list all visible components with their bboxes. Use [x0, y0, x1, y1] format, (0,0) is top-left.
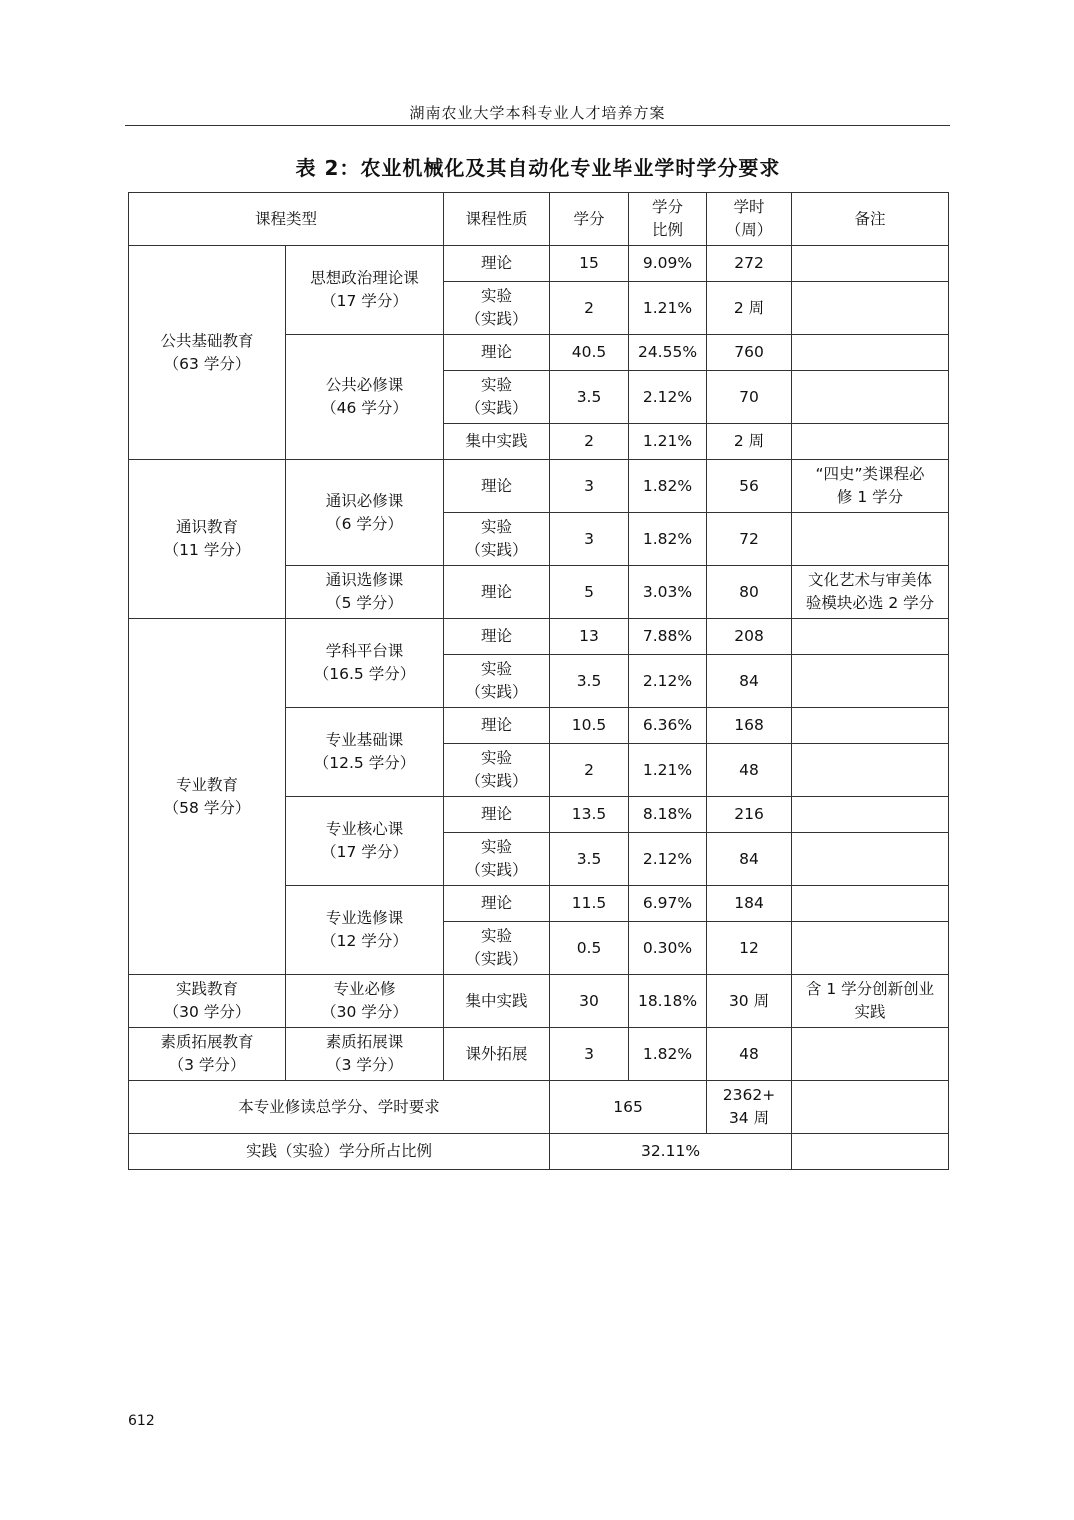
cell-remark [792, 797, 949, 833]
cell-hours: 216 [707, 797, 792, 833]
cell-hours: 84 [707, 833, 792, 886]
cell-ratio: 2.12% [629, 833, 707, 886]
cell-hours: 84 [707, 655, 792, 708]
cell-hours: 2 周 [707, 282, 792, 335]
cell-ratio: 1.82% [629, 513, 707, 566]
cell-nature: 实验 （实践） [444, 922, 550, 975]
total-row [129, 1081, 949, 1134]
cell-remark [792, 833, 949, 886]
cell-hours: 184 [707, 886, 792, 922]
cell-credits: 2 [550, 282, 629, 335]
cell-nature: 理论 [444, 886, 550, 922]
cell-credits: 40.5 [550, 335, 629, 371]
cell-ratio: 8.18% [629, 797, 707, 833]
cell-remark [792, 655, 949, 708]
cell-nature: 理论 [444, 246, 550, 282]
header-rule [125, 125, 950, 126]
cell-hours: 56 [707, 460, 792, 513]
cell-hours: 12 [707, 922, 792, 975]
cell-ratio: 18.18% [629, 975, 707, 1028]
page-header: 湖南农业大学本科专业人才培养方案 [409, 104, 666, 122]
credit-requirements-table [128, 192, 949, 1170]
cell-ratio: 2.12% [629, 655, 707, 708]
total-credits: 165 [550, 1081, 707, 1134]
cell-credits: 15 [550, 246, 629, 282]
cell-ratio: 2.12% [629, 371, 707, 424]
cell-hours: 48 [707, 744, 792, 797]
cell-ratio: 7.88% [629, 619, 707, 655]
cell-nature: 理论 [444, 708, 550, 744]
cell-credits: 3.5 [550, 833, 629, 886]
cell-credits: 5 [550, 566, 629, 619]
subgroup-general-elective: 通识选修课 （5 学分） [286, 566, 444, 619]
cell-ratio: 3.03% [629, 566, 707, 619]
cell-remark [792, 335, 949, 371]
cell-remark: 文化艺术与审美体 验模块必选 2 学分 [792, 566, 949, 619]
cell-nature: 集中实践 [444, 424, 550, 460]
practice-ratio-label: 实践（实验）学分所占比例 [129, 1134, 550, 1170]
cell-credits: 3 [550, 460, 629, 513]
cell-ratio: 1.82% [629, 1028, 707, 1081]
cell-ratio: 9.09% [629, 246, 707, 282]
cell-remark [792, 922, 949, 975]
table-row [129, 460, 949, 513]
col-header-course-type: 课程类型 [129, 193, 444, 246]
subgroup-major-core: 专业核心课 （17 学分） [286, 797, 444, 886]
cell-remark [792, 282, 949, 335]
practice-ratio-value: 32.11% [550, 1134, 792, 1170]
group-quality: 素质拓展教育 （3 学分） [129, 1028, 286, 1081]
cell-hours: 72 [707, 513, 792, 566]
col-header-remark: 备注 [792, 193, 949, 246]
cell-remark [792, 619, 949, 655]
cell-ratio: 1.21% [629, 282, 707, 335]
page-number: 612 [128, 1413, 155, 1429]
cell-credits: 3.5 [550, 655, 629, 708]
cell-remark [792, 744, 949, 797]
cell-credits: 30 [550, 975, 629, 1028]
cell-nature: 理论 [444, 797, 550, 833]
cell-remark [792, 246, 949, 282]
subgroup-public-required: 公共必修课 （46 学分） [286, 335, 444, 460]
total-label: 本专业修读总学分、学时要求 [129, 1081, 550, 1134]
cell-credits: 10.5 [550, 708, 629, 744]
practice-ratio-row [129, 1134, 949, 1170]
group-public: 公共基础教育 （63 学分） [129, 246, 286, 460]
cell-hours: 760 [707, 335, 792, 371]
cell-nature: 理论 [444, 460, 550, 513]
col-header-hours: 学时 （周） [707, 193, 792, 246]
cell-remark [792, 424, 949, 460]
cell-hours: 70 [707, 371, 792, 424]
cell-hours: 2 周 [707, 424, 792, 460]
cell-credits: 2 [550, 744, 629, 797]
table-row [129, 1028, 949, 1081]
group-professional: 专业教育 （58 学分） [129, 619, 286, 975]
practice-ratio-remark [792, 1134, 949, 1170]
cell-hours: 168 [707, 708, 792, 744]
cell-ratio: 0.30% [629, 922, 707, 975]
col-header-ratio: 学分 比例 [629, 193, 707, 246]
cell-hours: 272 [707, 246, 792, 282]
cell-credits: 13.5 [550, 797, 629, 833]
subgroup-major-required: 专业必修 （30 学分） [286, 975, 444, 1028]
col-header-credits: 学分 [550, 193, 629, 246]
cell-remark: “四史”类课程必 修 1 学分 [792, 460, 949, 513]
table-row [129, 975, 949, 1028]
header-row [129, 193, 949, 246]
col-header-nature: 课程性质 [444, 193, 550, 246]
cell-remark [792, 371, 949, 424]
cell-hours: 208 [707, 619, 792, 655]
cell-ratio: 6.36% [629, 708, 707, 744]
cell-ratio: 24.55% [629, 335, 707, 371]
cell-credits: 3 [550, 513, 629, 566]
cell-hours: 48 [707, 1028, 792, 1081]
cell-nature: 实验 （实践） [444, 655, 550, 708]
cell-ratio: 6.97% [629, 886, 707, 922]
cell-credits: 3.5 [550, 371, 629, 424]
cell-credits: 11.5 [550, 886, 629, 922]
group-practice: 实践教育 （30 学分） [129, 975, 286, 1028]
subgroup-ideology: 思想政治理论课 （17 学分） [286, 246, 444, 335]
cell-hours: 30 周 [707, 975, 792, 1028]
total-hours: 2362+ 34 周 [707, 1081, 792, 1134]
cell-credits: 2 [550, 424, 629, 460]
table-row [129, 619, 949, 655]
cell-nature: 实验 （实践） [444, 282, 550, 335]
table-title: 表 2：农业机械化及其自动化专业毕业学时学分要求 [295, 156, 781, 180]
table-row [129, 246, 949, 282]
cell-nature: 理论 [444, 335, 550, 371]
subgroup-major-basic: 专业基础课 （12.5 学分） [286, 708, 444, 797]
cell-ratio: 1.21% [629, 744, 707, 797]
total-remark [792, 1081, 949, 1134]
group-general: 通识教育 （11 学分） [129, 460, 286, 619]
cell-nature: 实验 （实践） [444, 833, 550, 886]
subgroup-major-elective: 专业选修课 （12 学分） [286, 886, 444, 975]
cell-credits: 13 [550, 619, 629, 655]
cell-remark [792, 708, 949, 744]
cell-hours: 80 [707, 566, 792, 619]
cell-nature: 实验 （实践） [444, 371, 550, 424]
cell-remark [792, 886, 949, 922]
cell-remark: 含 1 学分创新创业 实践 [792, 975, 949, 1028]
subgroup-quality-course: 素质拓展课 （3 学分） [286, 1028, 444, 1081]
cell-nature: 集中实践 [444, 975, 550, 1028]
cell-nature: 理论 [444, 619, 550, 655]
cell-credits: 0.5 [550, 922, 629, 975]
cell-nature: 理论 [444, 566, 550, 619]
cell-nature: 实验 （实践） [444, 744, 550, 797]
subgroup-discipline-platform: 学科平台课 （16.5 学分） [286, 619, 444, 708]
cell-remark [792, 1028, 949, 1081]
subgroup-general-required: 通识必修课 （6 学分） [286, 460, 444, 566]
cell-ratio: 1.21% [629, 424, 707, 460]
cell-nature: 课外拓展 [444, 1028, 550, 1081]
cell-credits: 3 [550, 1028, 629, 1081]
cell-nature: 实验 （实践） [444, 513, 550, 566]
cell-remark [792, 513, 949, 566]
cell-ratio: 1.82% [629, 460, 707, 513]
